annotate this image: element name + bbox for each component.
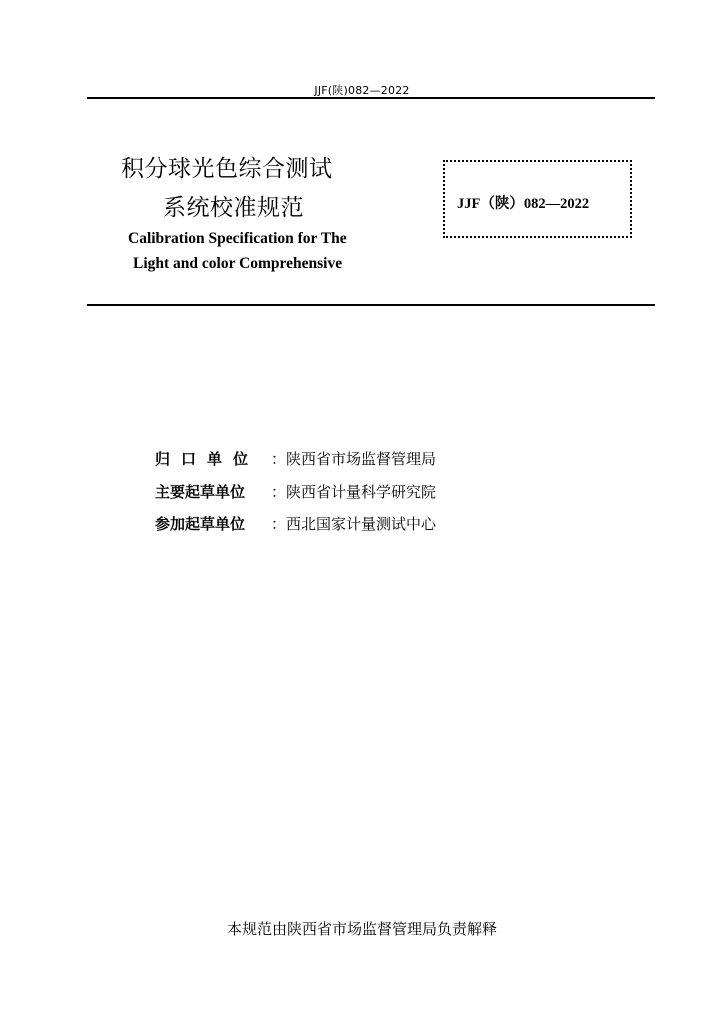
unit-row-responsible (155, 452, 436, 467)
unit-value-responsible: 陕西省市场监督管理局 (286, 450, 437, 468)
unit-row-participating-drafting (155, 517, 436, 532)
unit-row-main-drafting (155, 485, 436, 500)
interpretation-note: 本规范由陕西省市场监督管理局负责解释 (226, 920, 497, 938)
unit-label-responsible: 归口单位 (155, 450, 260, 468)
unit-value-participating-drafting: 西北国家计量测试中心 (286, 515, 437, 533)
unit-separator: ： (271, 483, 287, 501)
unit-label-main-drafting: 主要起草单位 (155, 483, 246, 501)
header-spec-code: JJF(陕)082—2022 (314, 84, 410, 97)
header-divider (87, 97, 655, 99)
title-chinese-line-1: 积分球光色综合测试 (121, 156, 333, 182)
spec-code-box (443, 160, 632, 238)
title-english-line-2: Light and color Comprehensive (133, 255, 343, 272)
title-english-line-1: Calibration Specification for The (128, 230, 347, 247)
title-chinese-line-2: 系统校准规范 (163, 195, 304, 221)
spec-code-box-text: JJF（陕）082—2022 (457, 196, 590, 212)
unit-label-participating-drafting: 参加起草单位 (155, 515, 246, 533)
unit-separator: ： (271, 515, 287, 533)
title-divider (87, 304, 655, 306)
unit-value-main-drafting: 陕西省计量科学研究院 (286, 483, 437, 501)
unit-separator: ： (271, 450, 287, 468)
